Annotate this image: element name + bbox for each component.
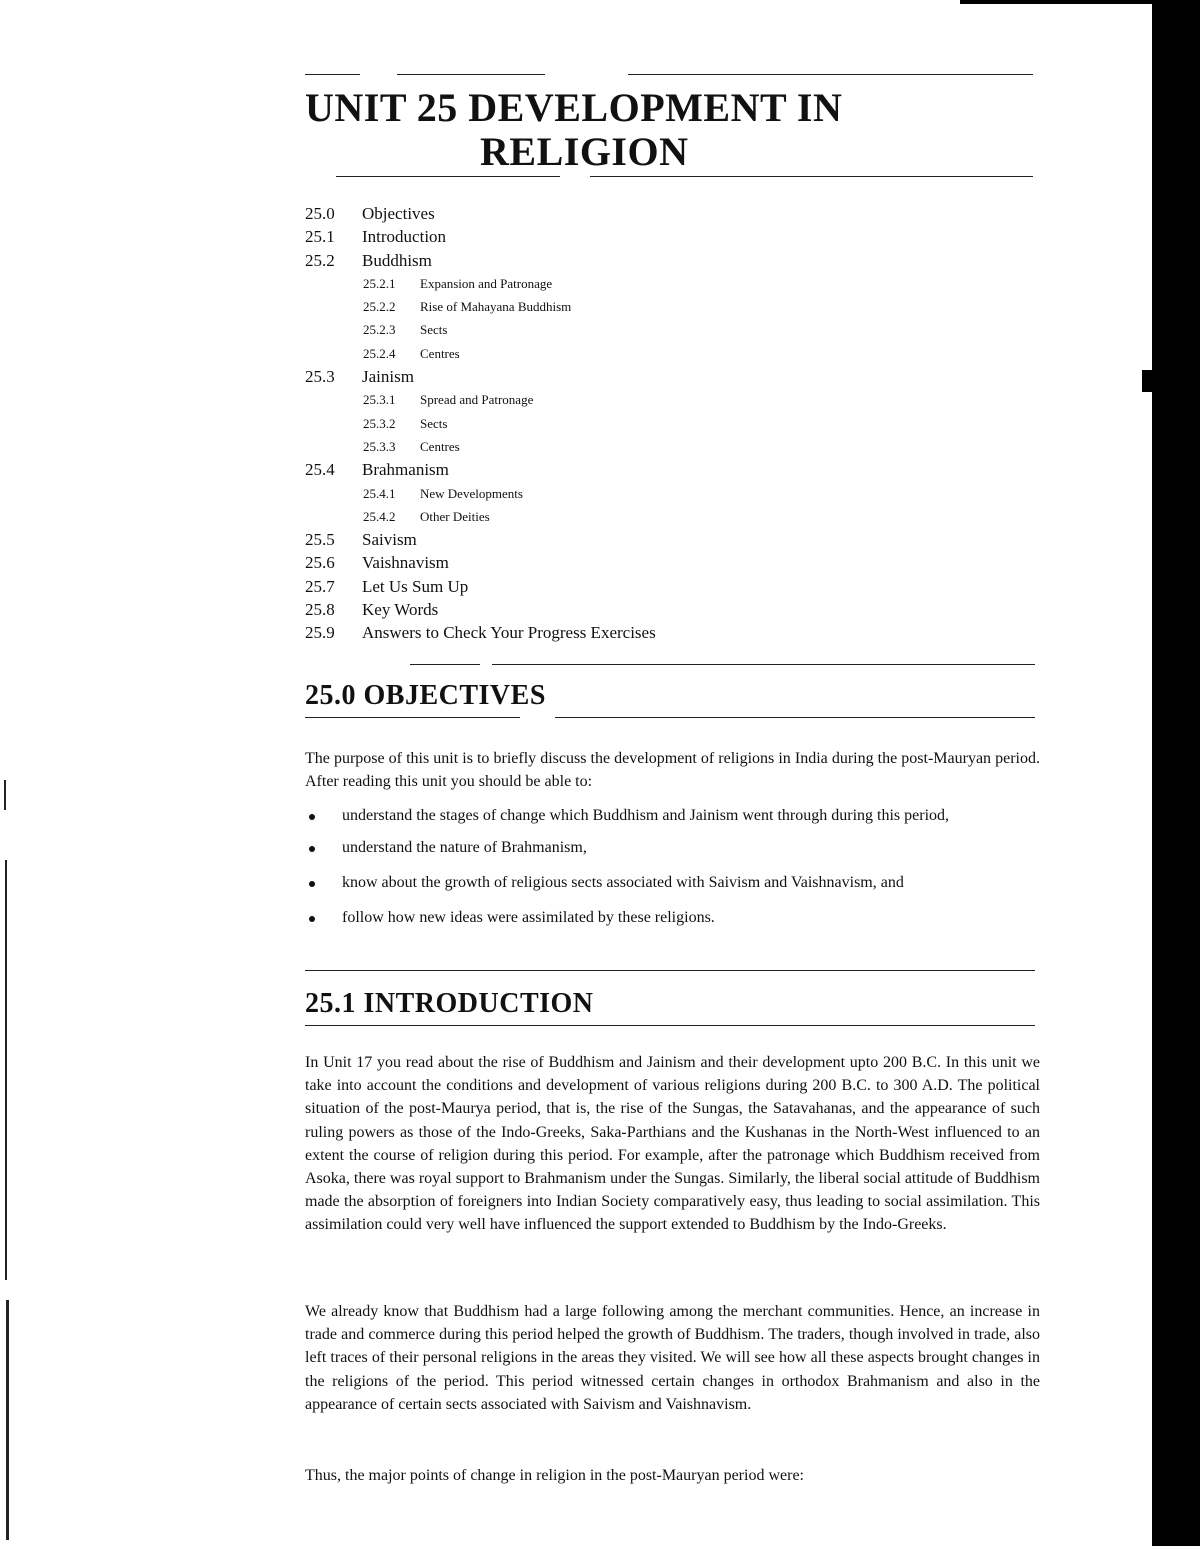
objectives-intro: The purpose of this unit is to briefly discuss the development of religions in India during the post-Mauryan period. After reading this unit you should be able to: bbox=[305, 750, 1040, 791]
toc-label: Centres bbox=[420, 438, 460, 454]
toc-label: Other Deities bbox=[420, 508, 490, 524]
objectives-heading: 25.0 OBJECTIVES bbox=[305, 680, 546, 711]
objectives-list bbox=[305, 805, 1040, 929]
section-rule bbox=[305, 717, 520, 718]
toc-subitem bbox=[305, 505, 1025, 528]
toc-number: 25.4.2 bbox=[363, 508, 396, 524]
section-rule bbox=[305, 1025, 1035, 1026]
toc-item bbox=[305, 365, 1025, 388]
toc-item bbox=[305, 528, 1025, 551]
intro-paragraph: In Unit 17 you read about the rise of Buddhism and Jainism and their development upto 200 B.C. In this unit we take into account the conditions and development of various religions during 200 B.C. to 300 A.D. The political situation of the post-Maurya period, that is, the rise of the Sungas, the Satavahanas, and the appearance of such ruling powers as those of the Indo-Greeks, Saka-Parthians and the Kushanas in the North-West influenced to an extent the course of religion during this period. For example, after the patronage which Buddhism received from Asoka, there was royal support to Brahmanism under the Sungas. Similarly, the liberal social attitude of Buddhism made the absorption of foreigners into Indian Society comparatively easy, thus leading to social assimilation. This assimilation could very well have influenced the support extended to Buddhism by the Indo-Greeks. bbox=[305, 1054, 1040, 1234]
toc-number: 25.6 bbox=[305, 553, 335, 573]
toc-label: New Developments bbox=[420, 485, 523, 501]
toc-subitem bbox=[305, 435, 1025, 458]
intro-paragraph: Thus, the major points of change in religion in the post-Mauryan period were: bbox=[305, 1467, 804, 1484]
toc-label: Vaishnavism bbox=[362, 553, 449, 573]
toc-item bbox=[305, 225, 1025, 248]
scan-right-edge bbox=[1152, 0, 1200, 1546]
introduction-heading: 25.1 INTRODUCTION bbox=[305, 988, 594, 1019]
bullet-icon bbox=[309, 846, 315, 852]
toc-number: 25.1 bbox=[305, 227, 335, 247]
toc-label: Answers to Check Your Progress Exercises bbox=[362, 623, 656, 643]
section-rule bbox=[410, 664, 480, 665]
toc-number: 25.3 bbox=[305, 367, 335, 387]
toc-subitem bbox=[305, 482, 1025, 505]
toc-label: Sects bbox=[420, 322, 448, 338]
toc-subitem bbox=[305, 388, 1025, 411]
unit-title bbox=[305, 85, 843, 174]
toc-number: 25.8 bbox=[305, 600, 335, 620]
toc-number: 25.2.4 bbox=[363, 345, 396, 361]
title-rule bbox=[590, 176, 1033, 177]
toc-number: 25.2.2 bbox=[363, 299, 396, 315]
toc-number: 25.2 bbox=[305, 250, 335, 270]
table-of-contents bbox=[305, 202, 1025, 645]
bullet-icon bbox=[309, 916, 315, 922]
toc-label: Objectives bbox=[362, 204, 435, 223]
title-rule bbox=[397, 74, 545, 75]
toc-item bbox=[305, 598, 1025, 621]
toc-label: Saivism bbox=[362, 530, 417, 550]
toc-number: 25.3.3 bbox=[363, 438, 396, 454]
toc-label: Let Us Sum Up bbox=[362, 576, 469, 596]
objective-item: know about the growth of religious sects associated with Saivism and Vaishnavism, and bbox=[305, 872, 1040, 894]
toc-subitem bbox=[305, 342, 1025, 365]
toc-item bbox=[305, 621, 1025, 644]
toc-subitem bbox=[305, 412, 1025, 435]
toc-number: 25.2.3 bbox=[363, 322, 396, 338]
toc-label: Introduction bbox=[362, 227, 447, 247]
scan-edge-notch bbox=[1142, 370, 1152, 392]
title-rule bbox=[336, 176, 560, 177]
section-rule bbox=[492, 664, 1035, 665]
scan-left-mark bbox=[5, 860, 7, 1280]
toc-subitem bbox=[305, 295, 1025, 318]
objective-item: follow how new ideas were assimilated by these religions. bbox=[305, 907, 1040, 929]
bullet-icon bbox=[309, 814, 315, 820]
scan-left-mark bbox=[6, 1300, 9, 1540]
objective-item: understand the stages of change which Buddhism and Jainism went through during this period, bbox=[305, 805, 1040, 827]
toc-label: Rise of Mahayana Buddhism bbox=[420, 299, 572, 315]
toc-label: Brahmanism bbox=[362, 460, 449, 480]
toc-number: 25.0 bbox=[305, 204, 335, 223]
toc-label: Spread and Patronage bbox=[420, 392, 534, 408]
toc-number: 25.7 bbox=[305, 576, 335, 596]
unit-title-line2: RELIGION bbox=[480, 129, 689, 174]
toc-label: Jainism bbox=[362, 367, 414, 387]
toc-label: Sects bbox=[420, 415, 448, 431]
title-rule bbox=[305, 74, 360, 75]
toc-item bbox=[305, 202, 1025, 225]
toc-subitem bbox=[305, 272, 1025, 295]
toc-label: Expansion and Patronage bbox=[420, 275, 553, 291]
toc-item bbox=[305, 551, 1025, 574]
objective-item: understand the nature of Brahmanism, bbox=[305, 837, 1040, 859]
toc-item bbox=[305, 249, 1025, 272]
section-rule bbox=[305, 970, 1035, 971]
toc-number: 25.2.1 bbox=[363, 275, 396, 291]
toc-label: Centres bbox=[420, 345, 460, 361]
intro-paragraph: We already know that Buddhism had a large following among the merchant communities. Hence, an increase in trade and commerce during this period helped the growth of Buddhism. The traders, though involved in trade, also left traces of their personal religions in the areas they visited. We will see how all these aspects brought changes in the religions of the period. This period witnessed certain changes in orthodox Brahmanism and also in the appearance of certain sects associated with Saivism and Vaishnavism. bbox=[305, 1303, 1040, 1413]
toc-number: 25.9 bbox=[305, 623, 335, 643]
toc-label: Buddhism bbox=[362, 250, 432, 270]
toc-number: 25.3.1 bbox=[363, 392, 396, 408]
unit-title-line1: UNIT 25 DEVELOPMENT IN bbox=[305, 85, 843, 130]
title-rule bbox=[628, 74, 1033, 75]
section-rule bbox=[555, 717, 1035, 718]
scan-left-mark bbox=[4, 780, 6, 810]
toc-subitem bbox=[305, 318, 1025, 341]
toc-item bbox=[305, 458, 1025, 481]
toc-number: 25.5 bbox=[305, 530, 335, 550]
toc-item bbox=[305, 575, 1025, 598]
toc-number: 25.4.1 bbox=[363, 485, 396, 501]
bullet-icon bbox=[309, 881, 315, 887]
toc-label: Key Words bbox=[362, 600, 439, 620]
toc-number: 25.4 bbox=[305, 460, 335, 480]
toc-number: 25.3.2 bbox=[363, 415, 396, 431]
